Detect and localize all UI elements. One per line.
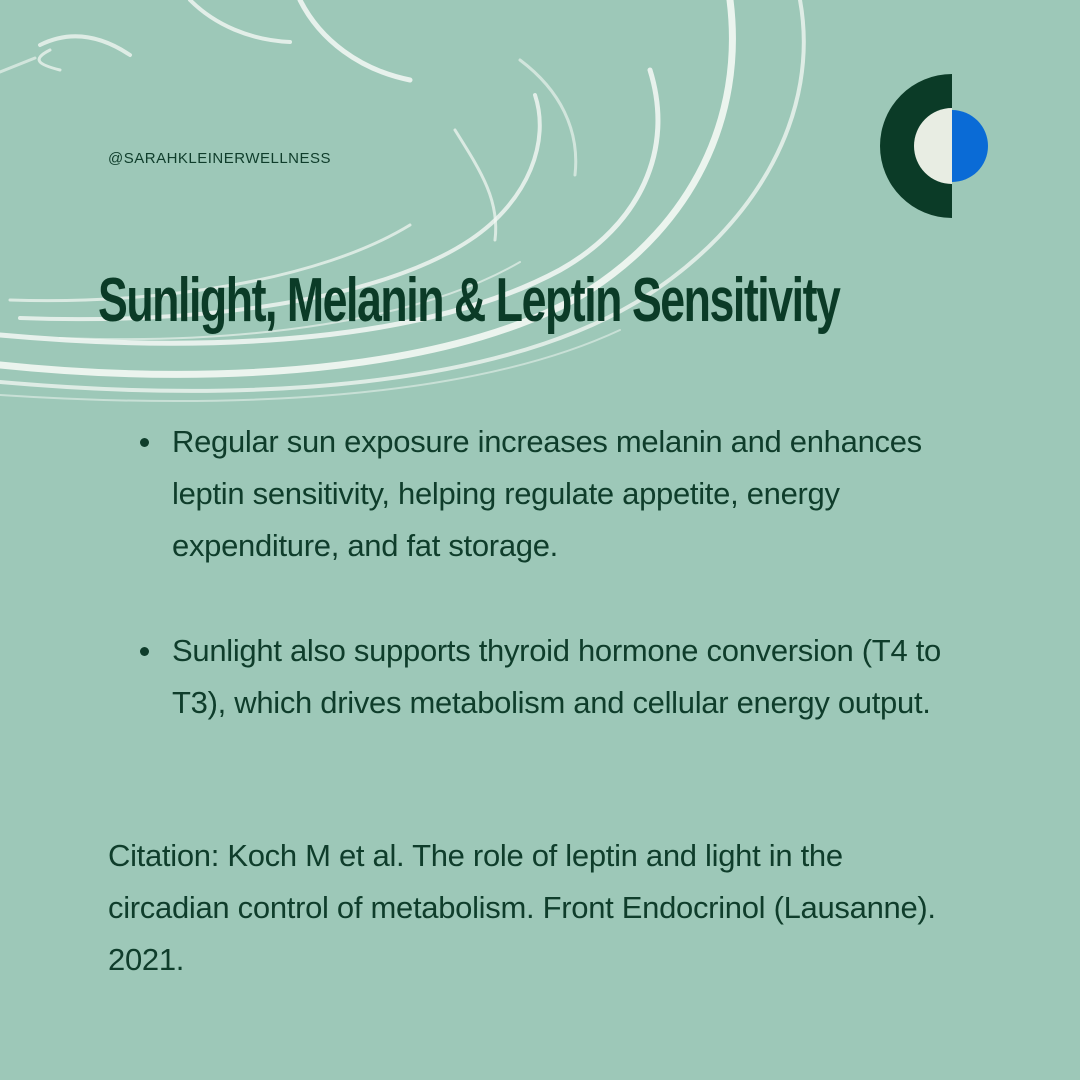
swirl-stroke (190, 0, 290, 42)
social-handle: @SARAHKLEINERWELLNESS (108, 150, 332, 167)
swirl-stroke (300, 0, 410, 80)
bullet-text: Sunlight also supports thyroid hormone conversion (T4 to T3), which drives metabolism and cellular energy output. (172, 633, 941, 720)
swirl-stroke (0, 58, 35, 72)
brand-logo (880, 74, 992, 218)
swirl-stroke (520, 60, 576, 175)
bullet-text: Regular sun exposure increases melanin and enhances leptin sensitivity, helping regulate appetite, energy expenditure, and fat storage. (172, 424, 922, 563)
swirl-stroke (39, 50, 60, 70)
bullet-dot (140, 438, 149, 447)
bullet-item (130, 416, 950, 572)
bullet-item (130, 625, 950, 729)
citation-text: Citation: Koch M et al. The role of leptin and light in the circadian control of metabolism. Front Endocrinol (Lausanne). 2021. (108, 838, 936, 977)
swirl-stroke (40, 36, 130, 55)
bullet-dot (140, 647, 149, 656)
logo-accent-half (952, 110, 988, 182)
bullet-list (130, 416, 950, 729)
page-title: Sunlight, Melanin & Leptin Sensitivity (98, 266, 840, 335)
